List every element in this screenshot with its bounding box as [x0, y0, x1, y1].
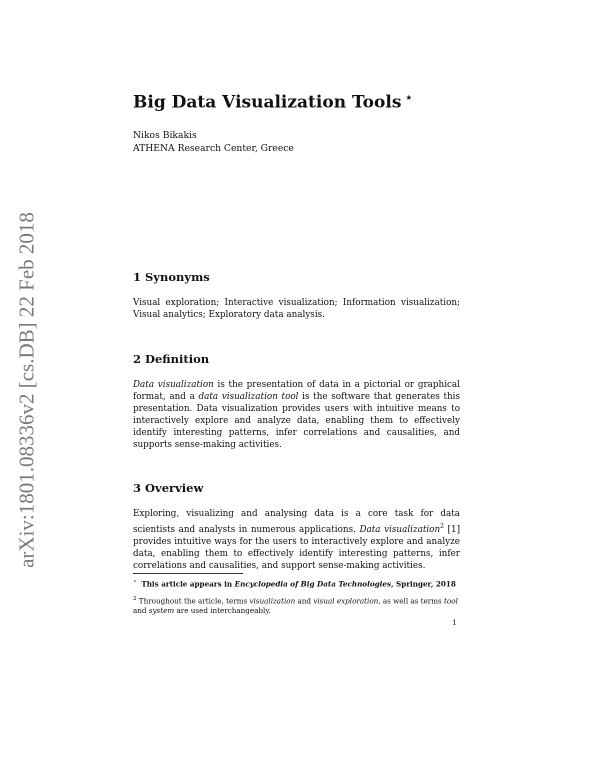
overview-text-1: Exploring, visualizing and analysing data is a core task for data scientists and analysts in numerous applications.	[133, 509, 460, 535]
definition-text-1: is the presentation of data in a pictorial or graphical format, and a	[133, 380, 460, 402]
arxiv-identifier: arXiv:1801.08336v2 [cs.DB] 22 Feb 2018	[14, 212, 39, 568]
overview-paragraph	[133, 509, 460, 572]
fn2-term-2: visual exploration	[313, 596, 379, 606]
overview-text-2: [1] provides intuitive ways for the users to interactively explore and analyze data, enabling them to effectively identify interesting patterns, infer correlations and causalities, and support sense-making activities.	[133, 524, 460, 571]
fn2-text-2: and	[295, 596, 314, 606]
section-heading-definition: 2 Definition	[133, 352, 210, 366]
title-text: Big Data Visualization Tools	[133, 92, 402, 113]
page-number: 1	[452, 618, 457, 627]
term-data-visualization-tool: data visualization tool	[198, 391, 299, 402]
author-block	[133, 129, 294, 155]
term-data-visualization: Data visualization	[133, 380, 214, 390]
footnote-star-prefix: This article appears in	[141, 579, 235, 589]
fn2-term-3: tool	[444, 596, 458, 606]
author-affiliation: ATHENA Research Center, Greece	[133, 143, 294, 154]
definition-text-2: is the software that generates this presentation. Data visualization provides users with intuitive means to interactively explore and analyze data, enabling them to effectively identify interesting patterns, infer correlations and causalities, and supports sense-making activities.	[133, 391, 460, 450]
footnote-rule	[133, 573, 243, 574]
term-data-visualization-2: Data visualization	[359, 524, 441, 535]
footnote-2-mark: 2	[133, 596, 137, 602]
synonyms-paragraph: Visual exploration; Interactive visualization; Information visualization; Visual analytics; Exploratory data analysis.	[133, 298, 460, 320]
fn2-text-5: are used interchangeably.	[174, 606, 271, 616]
section-heading-synonyms: 1 Synonyms	[133, 270, 210, 284]
footnote-2	[133, 594, 463, 616]
author-name: Nikos Bikakis	[133, 130, 197, 141]
fn2-text-4: and	[133, 606, 149, 616]
fn2-text-3: , as well as terms	[378, 596, 445, 606]
arxiv-sidebar	[16, 200, 38, 580]
footnote-ref-2: 2	[440, 522, 444, 530]
definition-paragraph	[133, 380, 460, 451]
footnote-star-mark: ⋆	[133, 578, 137, 585]
footnote-star-suffix: , Springer, 2018	[391, 579, 456, 589]
section-heading-overview: 3 Overview	[133, 481, 204, 495]
title-footnote-marker: ⋆	[405, 91, 413, 104]
fn2-term-1: visualization	[249, 596, 296, 606]
footnote-star-book: Encyclopedia of Big Data Technologies	[234, 579, 391, 589]
fn2-text-1: Throughout the article, terms	[138, 596, 250, 606]
fn2-term-4: system	[148, 606, 175, 616]
footnote-star	[133, 577, 463, 589]
paper-title	[133, 91, 412, 113]
